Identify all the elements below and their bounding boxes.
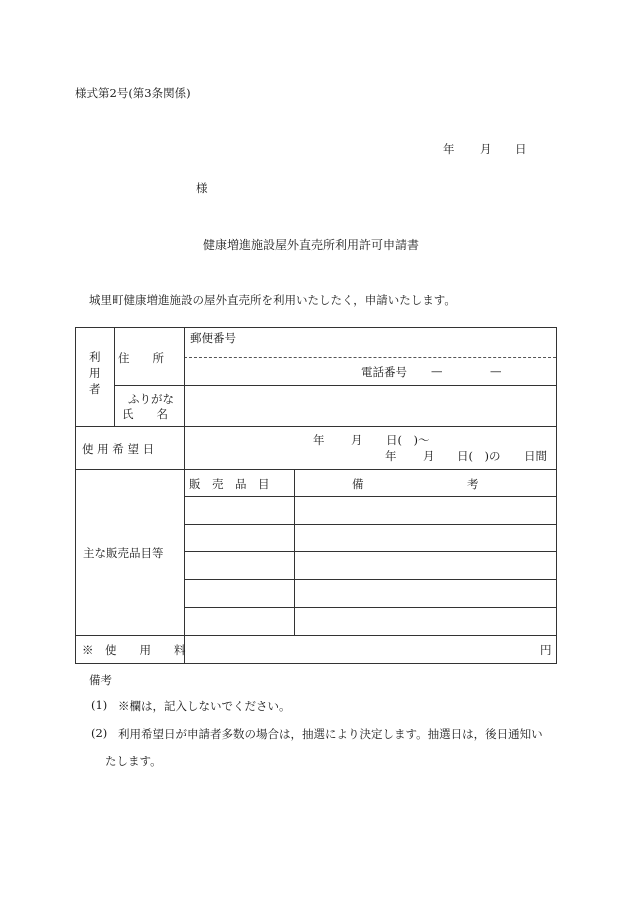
row-divider bbox=[76, 469, 557, 470]
row-divider bbox=[184, 551, 557, 552]
postal-code-label: 郵便番号 bbox=[190, 331, 236, 345]
document-title: 健康増進施設屋外直売所利用許可申請書 bbox=[203, 238, 420, 252]
row-divider bbox=[184, 496, 557, 497]
date-line2-year: 年 bbox=[385, 449, 397, 463]
intro-text: 城里町健康増進施設の屋外直売所を利用いたしたく，申請いたします。 bbox=[89, 293, 456, 307]
note-number: (1) bbox=[91, 698, 108, 712]
date-year-label: 年 bbox=[443, 142, 455, 156]
date-line2-day: 日( )の bbox=[457, 449, 501, 463]
product-item-header: 販 売 品 目 bbox=[189, 477, 270, 491]
row-divider bbox=[184, 524, 557, 525]
row-divider bbox=[184, 607, 557, 608]
form-number: 様式第2号(第3条関係) bbox=[75, 86, 191, 100]
phone-label: 電話番号 bbox=[361, 365, 407, 379]
address-dashed-divider bbox=[184, 357, 556, 358]
furigana-label: ふりがな bbox=[128, 392, 174, 406]
applicant-label: 利 用 者 bbox=[89, 350, 101, 396]
date-line2-days: 日間 bbox=[524, 449, 547, 463]
remarks-header: 備 考 bbox=[352, 477, 479, 491]
date-month-label: 月 bbox=[480, 142, 492, 156]
note-number: (2) bbox=[91, 726, 108, 740]
date-day-label: 日 bbox=[515, 142, 527, 156]
col-divider bbox=[294, 469, 295, 635]
date-line1-month: 月 bbox=[351, 433, 363, 447]
date-line1-year: 年 bbox=[313, 433, 325, 447]
note-continuation: たします。 bbox=[105, 754, 162, 768]
col-divider bbox=[184, 328, 185, 664]
date-line1-day: 日( )〜 bbox=[386, 433, 430, 447]
phone-separator: — bbox=[431, 364, 443, 378]
address-label: 住 所 bbox=[118, 351, 164, 365]
row-divider bbox=[184, 579, 557, 580]
notes-heading: 備考 bbox=[89, 673, 112, 687]
products-label: 主な販売品目等 bbox=[83, 546, 164, 560]
col-divider bbox=[114, 328, 115, 426]
fee-unit: 円 bbox=[540, 643, 552, 657]
note-text: ※欄は，記入しないでください。 bbox=[118, 699, 291, 713]
note-text: 利用希望日が申請者多数の場合は，抽選により決定します。抽選日は，後日通知い bbox=[118, 727, 543, 741]
use-date-label: 使 用 希 望 日 bbox=[82, 442, 155, 456]
row-divider bbox=[76, 635, 557, 636]
row-divider bbox=[114, 385, 557, 386]
date-line2-month: 月 bbox=[423, 449, 435, 463]
phone-separator: — bbox=[490, 364, 502, 378]
name-label: 氏 名 bbox=[122, 407, 168, 421]
row-divider bbox=[76, 426, 557, 427]
application-table bbox=[75, 327, 557, 664]
fee-label: ※ 使 用 料 bbox=[82, 643, 186, 657]
addressee-suffix: 様 bbox=[196, 181, 208, 195]
